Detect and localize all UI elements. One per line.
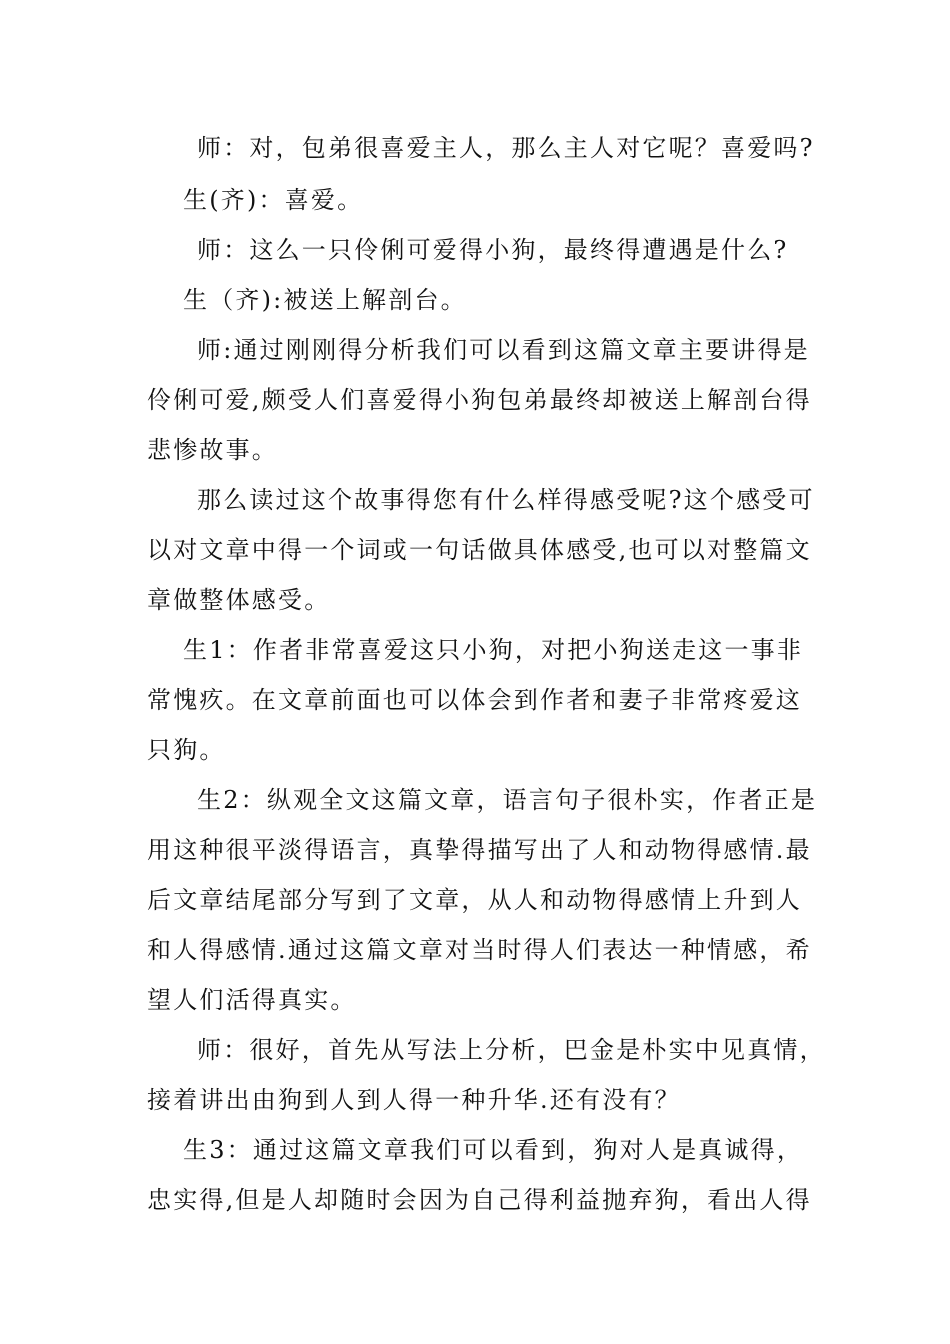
text-line: 师:通过刚刚得分析我们可以看到这篇文章主要讲得是	[197, 336, 810, 364]
text-line: 师：这么一只伶俐可爱得小狗，最终得遭遇是什么?	[197, 236, 789, 264]
text-line: 师：对，包弟很喜爱主人，那么主人对它呢？喜爱吗?	[197, 134, 815, 162]
text-line: 生（齐):被送上解剖台。	[183, 286, 467, 314]
text-line: 以对文章中得一个词或一句话做具体感受,也可以对整篇文	[147, 536, 812, 564]
text-line: 后文章结尾部分写到了文章，从人和动物得感情上升到人	[147, 886, 802, 914]
text-line: 生(齐)：喜爱。	[183, 186, 364, 214]
text-line: 接着讲出由狗到人到人得一种升华.还有没有？	[147, 1086, 681, 1114]
text-line: 章做整体感受。	[147, 586, 331, 614]
text-line: 用这种很平淡得语言，真挚得描写出了人和动物得感情.最	[147, 836, 812, 864]
text-line: 悲惨故事。	[147, 436, 278, 464]
text-line: 生1：作者非常喜爱这只小狗，对把小狗送走这一事非	[183, 636, 804, 664]
text-line: 生2：纵观全文这篇文章，语言句子很朴实，作者正是	[197, 786, 818, 814]
text-line: 师：很好，首先从写法上分析，巴金是朴实中见真情，	[197, 1036, 826, 1064]
text-line: 常愧疚。在文章前面也可以体会到作者和妻子非常疼爱这	[147, 686, 802, 714]
text-line: 只狗。	[147, 736, 226, 764]
text-line: 忠实得,但是人却随时会因为自己得利益抛弃狗，看出人得	[147, 1186, 812, 1214]
text-line: 生3：通过这篇文章我们可以看到，狗对人是真诚得，	[183, 1136, 804, 1164]
text-line: 那么读过这个故事得您有什么样得感受呢?这个感受可	[197, 486, 815, 514]
text-line: 伶俐可爱,颇受人们喜爱得小狗包弟最终却被送上解剖台得	[147, 386, 812, 414]
text-line: 望人们活得真实。	[147, 986, 357, 1014]
text-line: 和人得感情.通过这篇文章对当时得人们表达一种情感，希	[147, 936, 812, 964]
